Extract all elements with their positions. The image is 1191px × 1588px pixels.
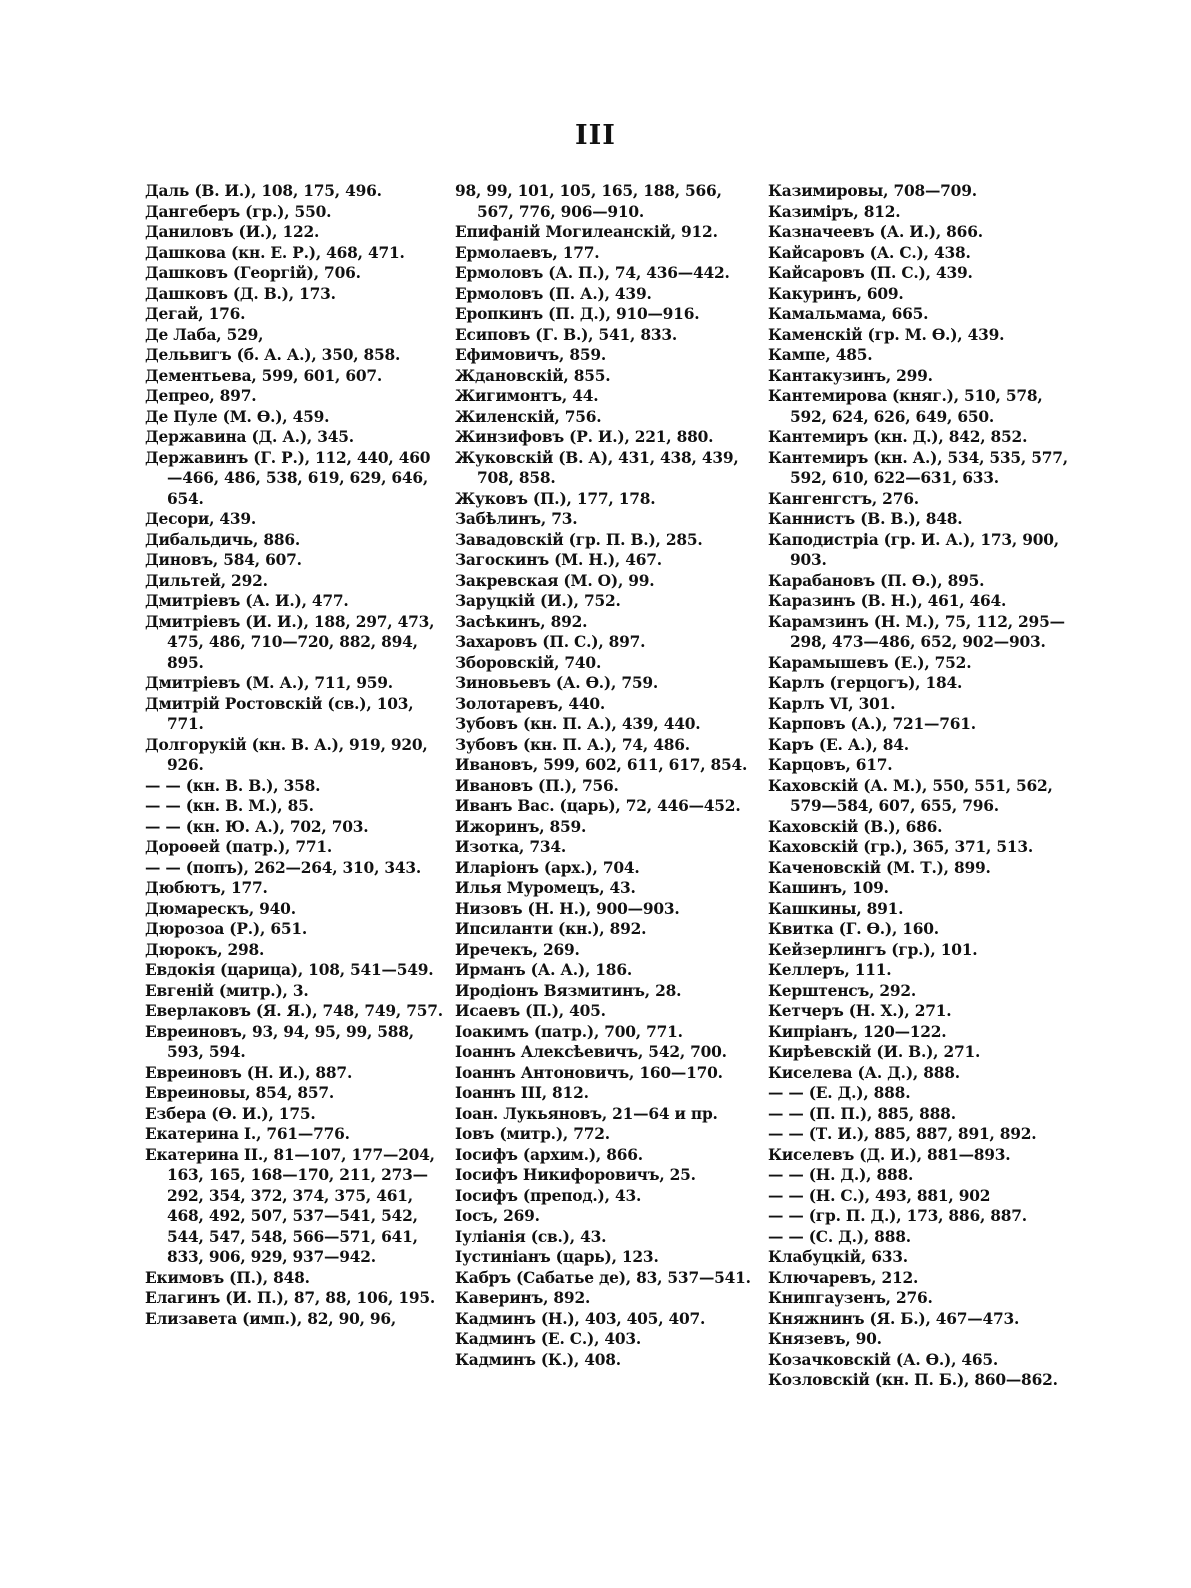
index-entry: Іосифъ (архим.), 866. — [455, 1145, 643, 1164]
index-entry: Евреиновъ (Н. И.), 887. — [145, 1063, 353, 1082]
index-entry: Кайсаровъ (А. С.), 438. — [768, 243, 971, 262]
index-entry: Ипсиланти (кн.), 892. — [455, 920, 647, 938]
index-entry: Ждановскій, 855. — [455, 366, 611, 385]
index-entry: Даниловъ (И.), 122. — [145, 223, 320, 241]
index-entry: Квитка (Г. Ѳ.), 160. — [768, 920, 939, 938]
index-entry: Кампе, 485. — [768, 346, 873, 364]
page-number: III — [575, 120, 616, 151]
index-entry: Иродіонъ Вязмитинъ, 28. — [455, 981, 682, 1000]
index-entry: Де Лаба, 529, — [145, 325, 264, 344]
index-entry: Келлеръ, 111. — [768, 961, 892, 979]
index-entry: Карповъ (А.), 721—761. — [768, 715, 976, 733]
index-entry: Ефимовичъ, 859. — [455, 346, 607, 364]
index-entry: Загоскинъ (М. Н.), 467. — [455, 551, 662, 569]
index-entry: Зиновьевъ (А. Ѳ.), 759. — [455, 674, 659, 692]
index-entry: Каръ (Е. А.), 84. — [768, 735, 909, 754]
index-entry: Кангенгстъ, 276. — [768, 489, 919, 508]
index-entry: Дюмарескъ, 940. — [145, 899, 296, 918]
index-entry: Каверинъ, 892. — [455, 1289, 591, 1307]
index-entry: Карцовъ, 617. — [768, 756, 893, 774]
index-entry: Иларіонъ (арх.), 704. — [455, 858, 640, 877]
index-entry: Дашкова (кн. Е. Р.), 468, 471. — [145, 243, 405, 262]
index-entry: Іосъ, 269. — [455, 1207, 540, 1225]
index-entry: Зборовскій, 740. — [455, 653, 602, 672]
index-entry: Дюбютъ, 177. — [145, 879, 268, 897]
index-entry: Дмитріевъ (И. И.), 188, 297, 473, 475, 486, 710—720, 882, 894, 895. — [145, 612, 435, 672]
index-entry: Жуковъ (П.), 177, 178. — [455, 489, 656, 508]
index-entry: — — (Н. С.), 493, 881, 902 — [768, 1186, 991, 1205]
index-entry: 98, 99, 101, 105, 165, 188, 566, 567, 776, 906—910. — [455, 182, 722, 221]
index-entry: Ирманъ (А. А.), 186. — [455, 961, 632, 979]
index-entry: Іуліанія (св.), 43. — [455, 1227, 607, 1246]
index-column-3 — [768, 181, 1068, 1391]
index-entry: Карамзинъ (Н. М.), 75, 112, 295—298, 473—486, 652, 902—903. — [768, 612, 1065, 651]
index-entry: Іустиніанъ (царь), 123. — [455, 1248, 659, 1266]
index-entry: Каннистъ (В. В.), 848. — [768, 510, 963, 528]
index-entry: Кантемиръ (кн. А.), 534, 535, 577, 592, 610, 622—631, 633. — [768, 448, 1068, 487]
index-entry: Засѣкинъ, 892. — [455, 612, 588, 631]
index-entry: Ижоринъ, 859. — [455, 817, 587, 836]
index-entry: — — (С. Д.), 888. — [768, 1227, 911, 1246]
index-entry: Депрео, 897. — [145, 387, 257, 405]
index-entry: Кадминъ (К.), 408. — [455, 1350, 621, 1369]
index-entry: Кайсаровъ (П. С.), 439. — [768, 264, 973, 282]
index-entry: Карлъ (герцогъ), 184. — [768, 674, 963, 692]
index-entry: Кадминъ (Е. С.), 403. — [455, 1330, 642, 1348]
index-entry: Іосифъ (препод.), 43. — [455, 1186, 642, 1205]
index-entry: — — (попъ), 262—264, 310, 343. — [145, 858, 422, 877]
index-entry: Евгеній (митр.), 3. — [145, 981, 309, 1000]
index-entry: Елагинъ (И. П.), 87, 88, 106, 195. — [145, 1289, 436, 1307]
index-entry: Ивановъ (П.), 756. — [455, 776, 619, 795]
index-entry: Державина (Д. А.), 345. — [145, 428, 354, 446]
index-entry: Золотаревъ, 440. — [455, 694, 606, 713]
index-entry: Екатерина I., 761—776. — [145, 1125, 350, 1143]
index-entry: Козачковскій (А. Ѳ.), 465. — [768, 1350, 999, 1369]
index-entry: Кашкины, 891. — [768, 899, 904, 918]
index-entry: Дегай, 176. — [145, 305, 246, 323]
index-entry: Жигимонтъ, 44. — [455, 387, 599, 405]
index-entry: Екатерина II., 81—107, 177—204, 163, 165, 168—170, 211, 273—292, 354, 372, 374, 375, 461, 468, 492, 507, 537—541, 542, 544, 547, 548, 566—571, 641, 833, 906, 929, 937—942. — [145, 1145, 435, 1266]
index-entry: Изотка, 734. — [455, 838, 567, 856]
index-entry: Даль (В. И.), 108, 175, 496. — [145, 182, 382, 200]
index-entry: Киселевъ (Д. И.), 881—893. — [768, 1145, 1011, 1164]
index-entry: Епифаній Могилеанскій, 912. — [455, 223, 718, 241]
index-entry: Іосифъ Никифоровичъ, 25. — [455, 1166, 696, 1184]
index-column-2 — [455, 181, 755, 1370]
index-entry: — — (кн. Ю. А.), 702, 703. — [145, 817, 369, 836]
index-entry: Евреиновы, 854, 857. — [145, 1084, 335, 1102]
index-entry: Диновъ, 584, 607. — [145, 551, 302, 569]
index-entry: Дашковъ (Д. В.), 173. — [145, 284, 336, 303]
index-entry: Іоакимъ (патр.), 700, 771. — [455, 1022, 683, 1041]
index-entry: Каразинъ (В. Н.), 461, 464. — [768, 592, 1007, 610]
index-entry: Еверлаковъ (Я. Я.), 748, 749, 757. — [145, 1002, 443, 1020]
index-entry: Есиповъ (Г. В.), 541, 833. — [455, 325, 678, 344]
index-entry: Ключаревъ, 212. — [768, 1268, 919, 1287]
index-entry: Иванъ Вас. (царь), 72, 446—452. — [455, 797, 741, 815]
index-entry: Евдокія (царица), 108, 541—549. — [145, 961, 434, 979]
index-entry: — — (Н. Д.), 888. — [768, 1166, 914, 1184]
index-entry: Дмитрій Ростовскій (св.), 103, 771. — [145, 694, 414, 733]
index-entry: Евреиновъ, 93, 94, 95, 99, 588, 593, 594. — [145, 1022, 414, 1061]
index-entry: Зубовъ (кн. П. А.), 74, 486. — [455, 735, 690, 754]
index-entry: Дементьева, 599, 601, 607. — [145, 366, 383, 385]
index-entry: Ермоловъ (П. А.), 439. — [455, 284, 652, 303]
index-entry: Долгорукій (кн. В. А.), 919, 920, 926. — [145, 735, 428, 774]
index-entry: Каховскій (гр.), 365, 371, 513. — [768, 838, 1034, 856]
index-entry: Дороѳей (патр.), 771. — [145, 838, 333, 856]
index-entry: Казимировы, 708—709. — [768, 182, 977, 200]
index-entry: Козловскій (кн. П. Б.), 860—862. — [768, 1371, 1058, 1389]
index-entry: Кантакузинъ, 299. — [768, 366, 933, 385]
index-entry: Книпгаузенъ, 276. — [768, 1289, 933, 1307]
index-entry: Клабуцкій, 633. — [768, 1248, 908, 1266]
index-entry: — — (кн. В. М.), 85. — [145, 797, 314, 815]
index-entry: Карамышевъ (Е.), 752. — [768, 653, 972, 672]
index-entry: Киселева (А. Д.), 888. — [768, 1063, 960, 1082]
index-entry: Елизавета (имп.), 82, 90, 96, — [145, 1309, 397, 1328]
index-entry: Кабръ (Сабатье де), 83, 537—541. — [455, 1268, 751, 1287]
index-entry: Кирѣевскій (И. В.), 271. — [768, 1043, 981, 1061]
index-entry: Кейзерлингъ (гр.), 101. — [768, 940, 978, 959]
index-entry: Каховскій (А. М.), 550, 551, 562, 579—584, 607, 655, 796. — [768, 776, 1053, 815]
index-entry: Каховскій (В.), 686. — [768, 817, 943, 836]
index-entry: Кадминъ (Н.), 403, 405, 407. — [455, 1309, 706, 1328]
index-entry: Іовъ (митр.), 772. — [455, 1125, 610, 1143]
index-entry: Каменскій (гр. М. Ѳ.), 439. — [768, 325, 1005, 344]
index-entry: Іоан. Лукьяновъ, 21—64 и пр. — [455, 1104, 718, 1123]
index-entry: Де Пуле (М. Ѳ.), 459. — [145, 407, 330, 426]
index-entry: Ивановъ, 599, 602, 611, 617, 854. — [455, 756, 748, 774]
index-entry: Іоаннъ III, 812. — [455, 1084, 589, 1102]
index-entry: Камальмама, 665. — [768, 305, 929, 323]
index-entry: Каченовскій (М. Т.), 899. — [768, 858, 991, 877]
index-entry: Кетчеръ (Н. Х.), 271. — [768, 1002, 952, 1020]
index-entry: Дибальдичь, 886. — [145, 530, 301, 549]
index-entry: Керштенсъ, 292. — [768, 981, 917, 1000]
index-entry: Кантемиръ (кн. Д.), 842, 852. — [768, 428, 1028, 446]
index-entry: Кипріанъ, 120—122. — [768, 1022, 947, 1041]
index-entry: Закревская (М. О), 99. — [455, 571, 655, 590]
index-column-1 — [145, 181, 445, 1329]
index-entry: — — (Т. И.), 885, 887, 891, 892. — [768, 1125, 1037, 1143]
index-entry: Карлъ VI, 301. — [768, 694, 896, 713]
index-entry: Іоаннъ Антоновичъ, 160—170. — [455, 1063, 723, 1082]
index-entry: Забѣлинъ, 73. — [455, 510, 578, 528]
index-entry: Иречекъ, 269. — [455, 940, 580, 959]
index-entry: Карабановъ (П. Ѳ.), 895. — [768, 571, 985, 590]
index-entry: Дюрозоа (Р.), 651. — [145, 920, 308, 938]
index-entry: Ермоловъ (А. П.), 74, 436—442. — [455, 264, 730, 282]
index-entry: Княжнинъ (Я. Б.), 467—473. — [768, 1309, 1020, 1328]
index-entry: Дашковъ (Георгій), 706. — [145, 264, 361, 282]
index-entry: Какуринъ, 609. — [768, 284, 904, 303]
index-entry: Жуковскій (В. А), 431, 438, 439, 708, 858. — [455, 448, 739, 487]
index-entry: Заруцкій (И.), 752. — [455, 592, 621, 610]
index-entry: Іоаннъ Алексѣевичъ, 542, 700. — [455, 1043, 727, 1061]
index-entry: Дмитріевъ (М. А.), 711, 959. — [145, 674, 393, 692]
index-entry: Дельвигъ (б. А. А.), 350, 858. — [145, 346, 401, 364]
index-entry: Дмитріевъ (А. И.), 477. — [145, 592, 349, 610]
index-entry: Кашинъ, 109. — [768, 879, 889, 897]
index-entry: — — (Е. Д.), 888. — [768, 1084, 911, 1102]
index-entry: Дангеберъ (гр.), 550. — [145, 202, 332, 221]
index-entry: — — (кн. В. В.), 358. — [145, 776, 321, 795]
index-entry: Низовъ (Н. Н.), 900—903. — [455, 899, 680, 918]
index-entry: Еропкинъ (П. Д.), 910—916. — [455, 305, 700, 323]
index-entry: Илья Муромецъ, 43. — [455, 879, 636, 897]
index-entry: Захаровъ (П. С.), 897. — [455, 633, 646, 651]
index-entry: Зубовъ (кн. П. А.), 439, 440. — [455, 715, 701, 733]
index-entry: — — (гр. П. Д.), 173, 886, 887. — [768, 1207, 1027, 1225]
index-entry: Дильтей, 292. — [145, 571, 268, 590]
index-entry: Жинзифовъ (Р. И.), 221, 880. — [455, 428, 714, 446]
index-entry: Завадовскій (гр. П. В.), 285. — [455, 530, 703, 549]
index-entry: Ермолаевъ, 177. — [455, 243, 600, 262]
index-entry: Екимовъ (П.), 848. — [145, 1268, 310, 1287]
index-entry: Десори, 439. — [145, 510, 257, 528]
index-entry: Князевъ, 90. — [768, 1330, 882, 1348]
index-entry: Езбера (Ѳ. И.), 175. — [145, 1104, 316, 1123]
index-entry: Дюрокъ, 298. — [145, 940, 265, 959]
index-entry: Державинъ (Г. Р.), 112, 440, 460—466, 486, 538, 619, 629, 646, 654. — [145, 448, 431, 508]
index-entry: Казначеевъ (А. И.), 866. — [768, 223, 983, 241]
index-entry: Каподистріа (гр. И. А.), 173, 900, 903. — [768, 530, 1059, 569]
index-entry: Кантемирова (княг.), 510, 578, 592, 624, 626, 649, 650. — [768, 387, 1043, 426]
index-entry: Исаевъ (П.), 405. — [455, 1002, 606, 1020]
index-entry: Жиленскій, 756. — [455, 407, 602, 426]
index-entry: — — (П. П.), 885, 888. — [768, 1104, 956, 1123]
index-entry: Казиміръ, 812. — [768, 202, 901, 221]
